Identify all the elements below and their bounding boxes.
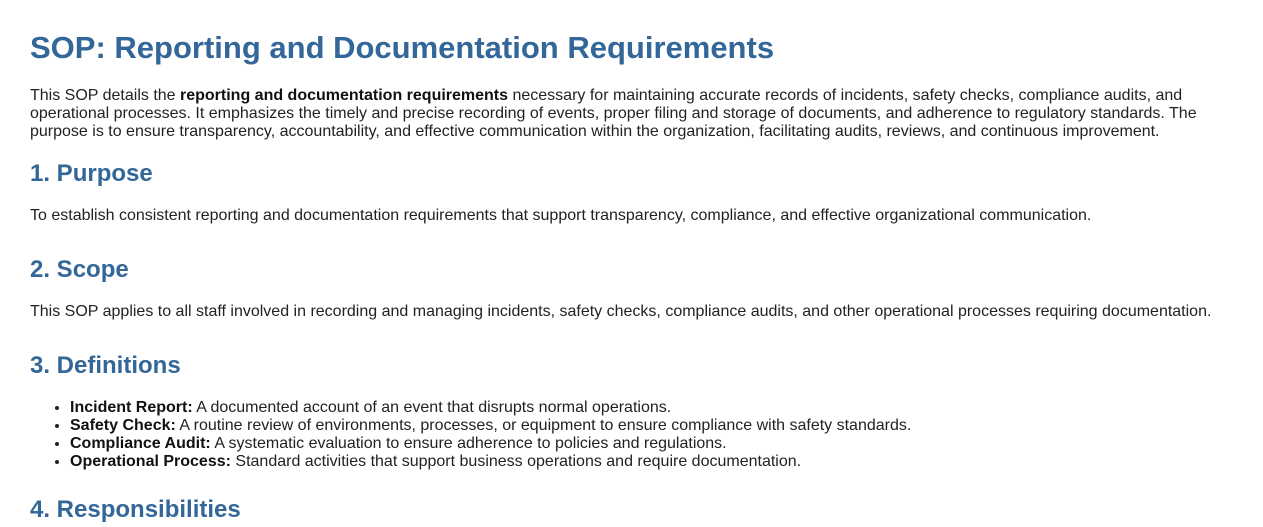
definition-item-operational-process <box>70 453 1233 471</box>
definition-desc: A systematic evaluation to ensure adherence to policies and regulations. <box>210 435 727 452</box>
definition-term: Operational Process: <box>70 453 231 470</box>
intro-text-start: This SOP details the <box>30 87 180 104</box>
intro-bold-phrase: reporting and documentation requirements <box>180 87 509 104</box>
definition-item-compliance-audit <box>70 435 1233 453</box>
section-heading-purpose: 1. Purpose <box>30 160 153 187</box>
definition-term: Incident Report: <box>70 399 193 416</box>
definition-desc: Standard activities that support business operations and require documentation. <box>230 453 802 470</box>
definition-item-safety-check <box>70 417 1233 435</box>
definitions-list <box>30 399 1233 471</box>
page-title: SOP: Reporting and Documentation Requirements <box>30 30 775 65</box>
definition-desc: A routine review of environments, processes, or equipment to ensure compliance with safety standards. <box>175 417 912 434</box>
definition-term: Compliance Audit: <box>70 435 211 452</box>
intro-text-end: necessary for maintaining accurate records of incidents, safety checks, compliance audits, and operational processes. It emphasizes the timely and precise recording of events, proper filing and storage of documents, and adherence to regulatory standards. The purpose is to ensure transparency, accountability, and effective communication within the organization, facilitating audits, reviews, and continuous improvement. <box>30 87 1197 140</box>
section-heading-definitions: 3. Definitions <box>30 352 181 379</box>
definition-desc: A documented account of an event that disrupts normal operations. <box>192 399 672 416</box>
definition-item-incident-report <box>70 399 1233 417</box>
definition-term: Safety Check: <box>70 417 176 434</box>
intro-paragraph <box>30 87 1233 141</box>
section-heading-responsibilities: 4. Responsibilities <box>30 496 241 523</box>
section-text-scope: This SOP applies to all staff involved in recording and managing incidents, safety checks, compliance audits, and other operational processes requiring documentation. <box>30 303 1212 320</box>
section-heading-scope: 2. Scope <box>30 256 129 283</box>
section-text-purpose: To establish consistent reporting and documentation requirements that support transparency, compliance, and effective organizational communication. <box>30 207 1092 224</box>
